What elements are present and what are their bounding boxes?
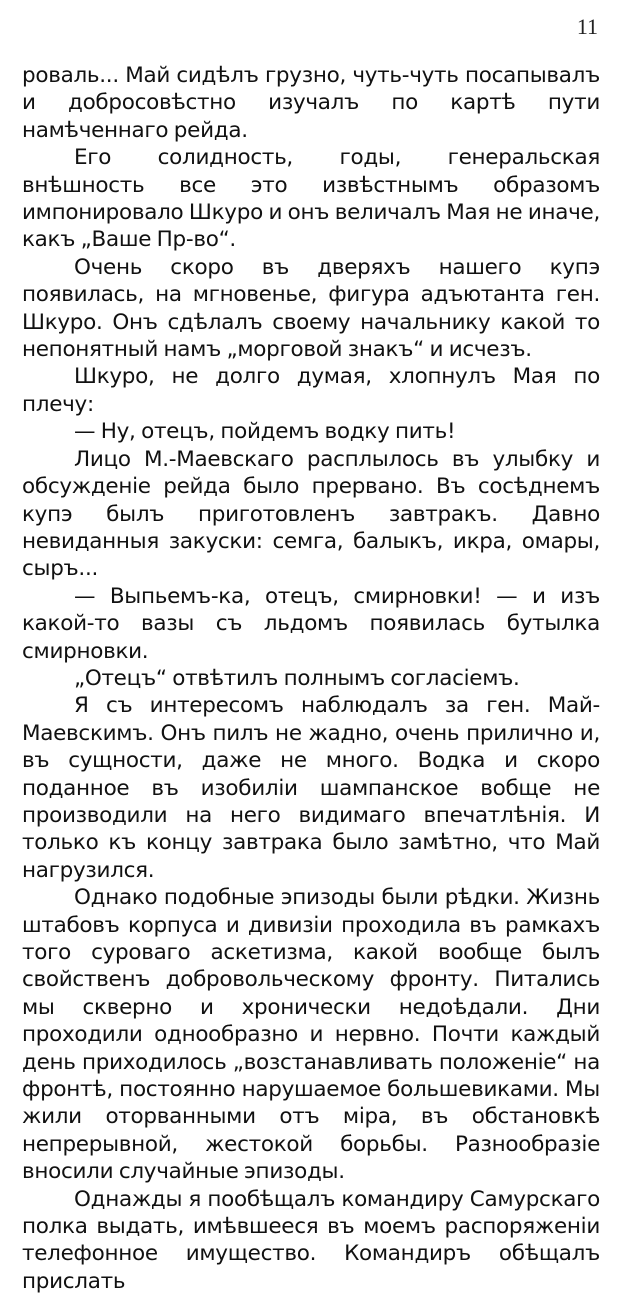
paragraph: Однако подобные эпизоды были рѣдки. Жизнь штабовъ корпуса и дивизіи проходила въ рамкахъ того суроваго аскетизма, какой вообще былъ свойственъ добровольческому фронту. Питались мы скверно и хронически недоѣдали. Дни проходили однообразно и нервно. Почти каждый день приходилось „возстанавливать положеніе“ на фронтѣ, постоянно нарушаемое большевиками. Мы жили оторванными отъ міра, въ обстановкѣ непрерывной, жестокой борьбы. Разнообразіе вносили случайные эпизоды. xyxy=(22,885,600,1185)
paragraph: роваль... Май сидѣлъ грузно, чуть-чуть посапывалъ и добросовѣстно изучалъ по картѣ пути намѣченнаго рейда. xyxy=(22,63,600,143)
paragraph: Очень скоро въ дверяхъ нашего купэ появилась, на мгновенье, фигура адъютанта ген. Шкуро. Онъ сдѣлалъ своему начальнику какой то непонятный намъ „морговой знакъ“ и исчезъ. xyxy=(22,254,600,363)
paragraph: Лицо М.-Маевскаго расплылось въ улыбку и обсужденіе рейда было прервано. Въ сосѣднемъ купэ былъ приготовленъ завтракъ. Давно невиданныя закуски: семга, балыкъ, икра, омары, сыръ... xyxy=(22,446,600,582)
paragraph: Его солидность, годы, генеральская внѣшность все это извѣстнымъ образомъ импонировало Шкуро и онъ величалъ Мая не иначе, какъ „Ваше Пр-во“. xyxy=(22,145,600,253)
body-text xyxy=(22,62,600,1295)
paragraph: — Выпьемъ-ка, отецъ, смирновки! — и изъ какой-то вазы съ льдомъ появилась бутылка смирновки. xyxy=(22,583,600,664)
paragraph: Шкуро, не долго думая, хлопнулъ Мая по плечу: xyxy=(22,364,600,417)
paragraph: Я съ интересомъ наблюдалъ за ген. Май-Маевскимъ. Онъ пилъ не жадно, очень прилично и, въ сущности, даже не много. Водка и скоро поданное въ изобиліи шампанское вобще не производили на него видимаго впечатлѣнія. И только къ концу завтрака было замѣтно, что Май нагрузился. xyxy=(22,693,600,883)
paragraph: — Ну, отецъ, пойдемъ водку пить! xyxy=(74,419,456,445)
paragraph: „Отецъ“ отвѣтилъ полнымъ согласіемъ. xyxy=(74,665,520,691)
page-number: 11 xyxy=(576,14,598,39)
paragraph: Однажды я пообѣщалъ командиру Самурскаго полка выдать, имѣвшееся въ моемъ распоряженіи телефонное имущество. Командиръ обѣщалъ прислать xyxy=(22,1186,600,1294)
